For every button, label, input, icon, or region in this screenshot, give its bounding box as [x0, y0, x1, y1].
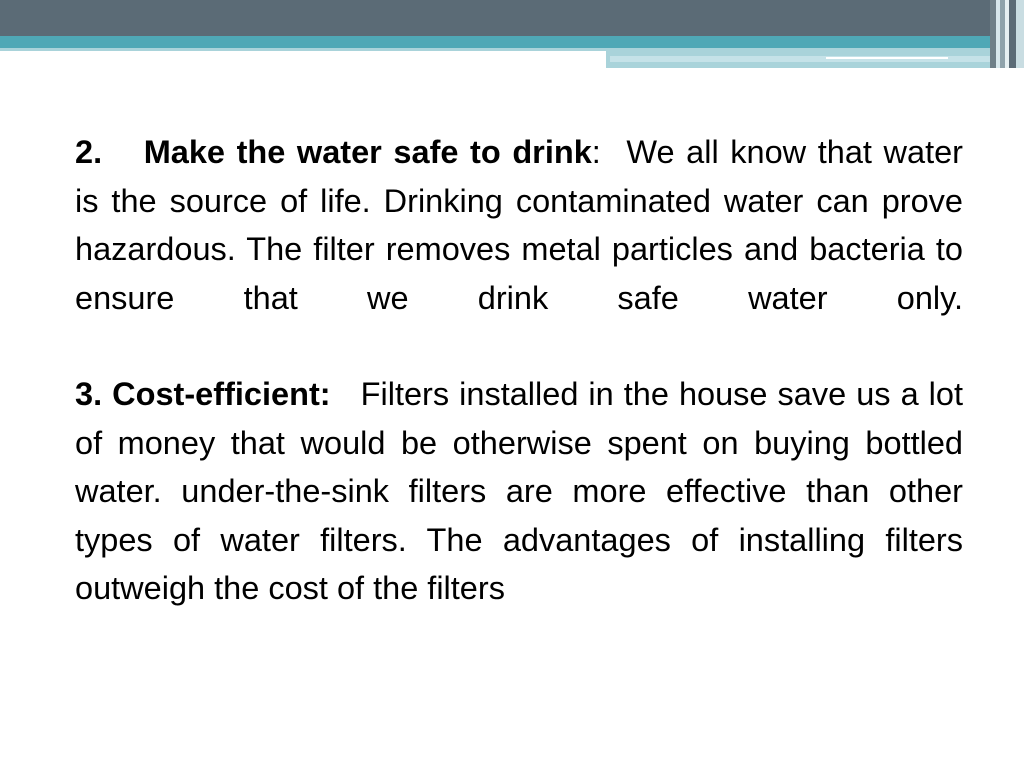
point-heading: Make the water safe to drink	[143, 134, 592, 170]
point-heading: Cost-efficient:	[112, 376, 331, 412]
stripe	[1009, 0, 1016, 68]
stripe	[1016, 0, 1024, 68]
point-body: Filters installed in the house save us a lot of money that would be otherwise spent on buying bottled water. under-the-sink filters are more effective than other types of water filters. The advantages of installing filters outweigh the cost of the filters	[75, 376, 963, 606]
slide-body	[75, 128, 963, 613]
header-dark-band	[0, 0, 1024, 36]
header-stripes	[990, 0, 1024, 68]
point-number: 2.	[75, 134, 103, 170]
header-teal-band	[0, 36, 1024, 48]
point-item	[75, 370, 963, 613]
point-separator: :	[591, 134, 601, 170]
header-white-line	[826, 57, 948, 59]
point-body: We all know that water is the source of life. Drinking contaminated water can prove hazardous. The filter removes metal particles and bacteria to ensure that we drink safe water only.	[75, 134, 963, 316]
point-number: 3.	[75, 376, 103, 412]
point-item	[75, 128, 963, 322]
header-notch-inner	[610, 56, 1024, 62]
